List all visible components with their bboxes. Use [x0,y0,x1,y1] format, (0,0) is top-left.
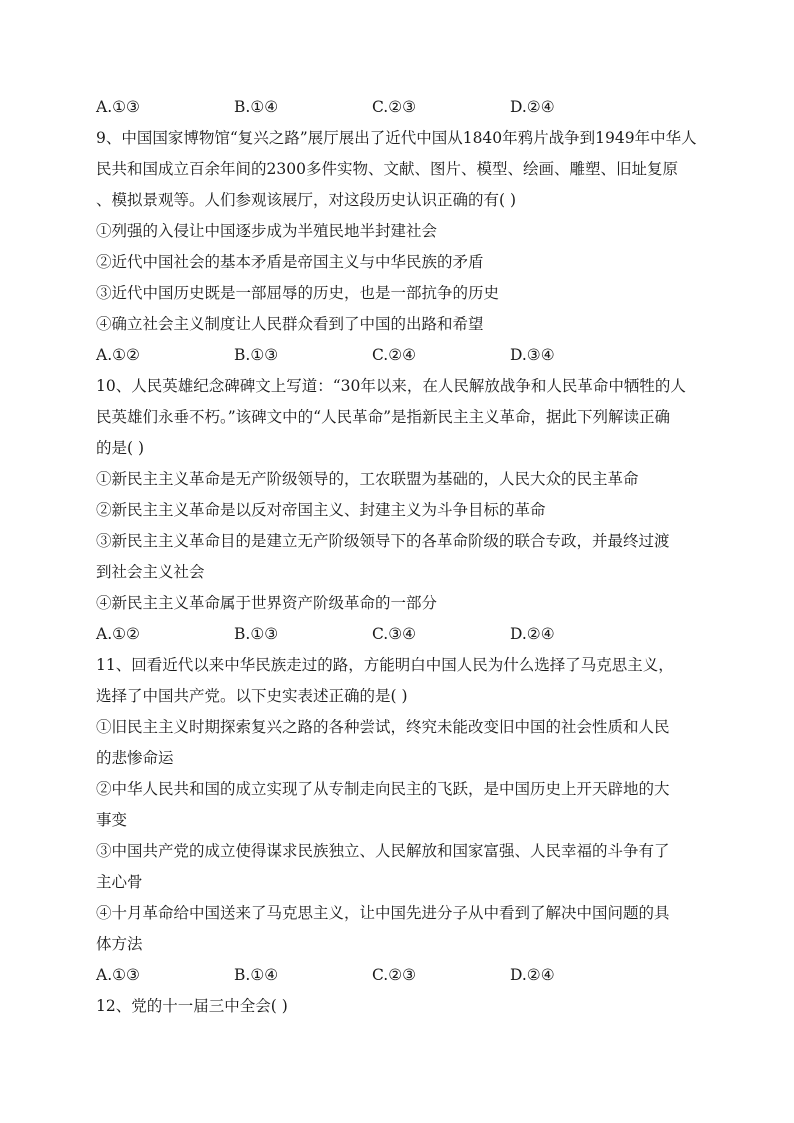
statement-item: ①旧民主主义时期探索复兴之路的各种尝试，终究未能改变旧中国的社会性质和人民 [96,718,670,736]
statement-item: ②中华人民共和国的成立实现了从专制走向民主的飞跃，是中国历史上开天辟地的大 [96,780,670,798]
option-c: C.②③ [372,966,417,984]
question-12 [96,991,706,1022]
option-d: D.②④ [510,98,555,116]
question-11 [96,650,706,991]
q10-options [96,619,706,650]
question-stem-line: 11、回看近代以来中华民族走过的路，方能明白中国人民为什么选择了马克思主义， [96,656,674,674]
question-stem-line: 10、人民英雄纪念碑碑文上写道：“30年以来，在人民解放战争和人民革命中牺牲的人 [96,377,686,395]
statement-item: ①新民主主义革命是无产阶级领导的，工农联盟为基础的，人民大众的民主革命 [96,470,639,488]
statement-item: ③新民主主义革命目的是建立无产阶级领导下的各革命阶级的联合专政，并最终过渡 [96,532,670,550]
statement-item: ②近代中国社会的基本矛盾是帝国主义与中华民族的矛盾 [96,253,484,271]
option-a: A.①③ [96,98,140,116]
q9-options [96,340,706,371]
option-a: A.①② [96,625,140,643]
option-c: C.③④ [372,625,417,643]
question-stem-line: 、模拟景观等。人们参观该展厅，对这段历史认识正确的有( ) [96,191,517,209]
option-b: B.①③ [234,625,279,643]
q8-options [96,92,706,123]
question-stem-line: 9、中国国家博物馆“复兴之路”展厅展出了近代中国从1840年鸦片战争到1949年中华人 [96,129,697,147]
option-b: B.①③ [234,346,279,364]
question-stem-line: 民共和国成立百余年间的2300多件实物、文献、图片、模型、绘画、雕塑、旧址复原 [96,160,678,178]
statement-item: 到社会主义社会 [96,563,205,581]
option-c: C.②④ [372,346,417,364]
question-9 [96,123,706,371]
option-c: C.②③ [372,98,417,116]
q11-options [96,960,706,991]
statement-item: ④十月革命给中国送来了马克思主义，让中国先进分子从中看到了解决中国问题的具 [96,904,670,922]
statement-item: ④新民主主义革命属于世界资产阶级革命的一部分 [96,594,438,612]
question-stem-line: 12、党的十一届三中全会( ) [96,997,288,1015]
question-stem-line: 选择了中国共产党。以下史实表述正确的是( ) [96,687,408,705]
document-page [96,92,706,1022]
question-10 [96,371,706,650]
statement-item: 事变 [96,811,128,829]
option-a: A.①② [96,346,140,364]
statement-item: 的悲惨命运 [96,749,174,767]
option-a: A.①③ [96,966,140,984]
statement-item: ②新民主主义革命是以反对帝国主义、封建主义为斗争目标的革命 [96,501,546,519]
statement-item: ③中国共产党的成立使得谋求民族独立、人民解放和国家富强、人民幸福的斗争有了 [96,842,670,860]
option-d: D.②④ [510,625,555,643]
question-stem-line: 民英雄们永垂不朽。”该碑文中的“人民革命”是指新民主主义革命，据此下列解读正确 [96,408,671,426]
statement-item: ①列强的入侵让中国逐步成为半殖民地半封建社会 [96,222,438,240]
option-d: D.③④ [510,346,555,364]
option-d: D.②④ [510,966,555,984]
statement-item: 主心骨 [96,873,143,891]
option-b: B.①④ [234,98,279,116]
option-b: B.①④ [234,966,279,984]
statement-item: ④确立社会主义制度让人民群众看到了中国的出路和希望 [96,315,484,333]
statement-item: 体方法 [96,935,143,953]
statement-item: ③近代中国历史既是一部屈辱的历史，也是一部抗争的历史 [96,284,500,302]
question-stem-line: 的是( ) [96,439,145,457]
